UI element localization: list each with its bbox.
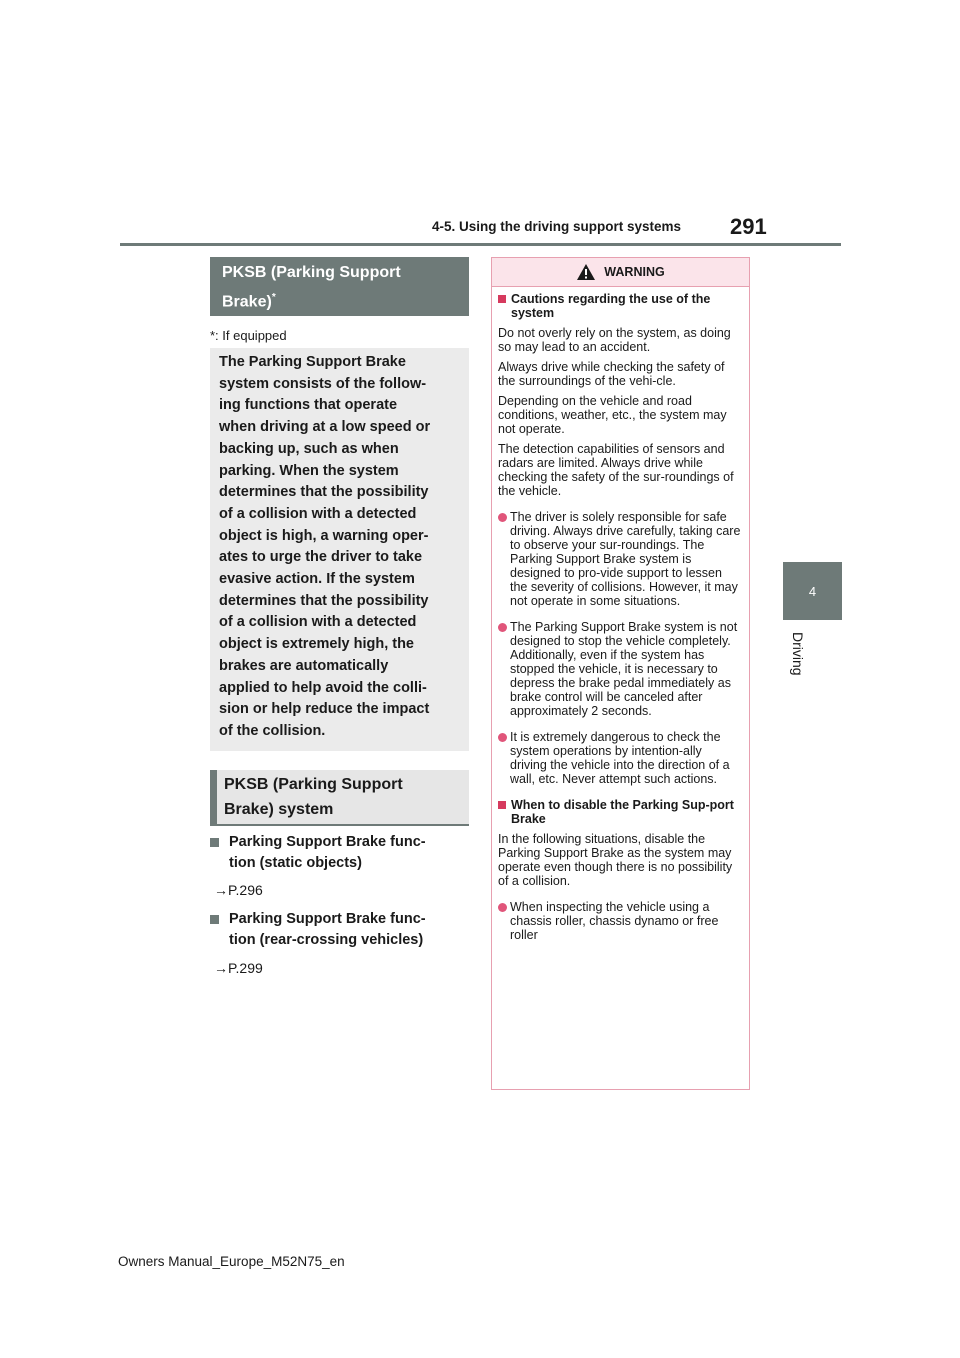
square-bullet-icon xyxy=(210,915,219,924)
circle-bullet-icon xyxy=(498,733,507,742)
warning-heading xyxy=(498,292,742,320)
footer-text: Owners Manual_Europe_M52N75_en xyxy=(118,1254,345,1269)
warning-heading-text: Cautions regarding the use of the system xyxy=(511,292,711,320)
summary-box xyxy=(210,348,469,751)
warning-header xyxy=(492,258,749,287)
page-number: 291 xyxy=(730,214,767,239)
warning-paragraph: Depending on the vehicle and road conditions, weather, etc., the system may not operate. xyxy=(498,394,727,436)
summary-line: object is extremely high, the xyxy=(219,636,414,653)
summary-line: applied to help avoid the colli- xyxy=(219,679,427,696)
summary-line: object is high, a warning oper- xyxy=(219,527,429,544)
system-title-line2: Brake) system xyxy=(224,801,334,818)
item-static-line1: Parking Support Brake func- xyxy=(229,834,426,850)
warning-bullet xyxy=(498,900,742,942)
warning-body xyxy=(492,287,749,942)
warning-paragraph: In the following situations, disable the Parking Support Brake as the system may operate even though there is no possibility of a collision. xyxy=(498,832,733,888)
square-bullet-icon xyxy=(498,801,506,809)
summary-line: The Parking Support Brake xyxy=(219,354,406,370)
system-title-line1: PKSB (Parking Support xyxy=(224,776,403,793)
warning-label: WARNING xyxy=(604,265,665,279)
warning-bullet-text: The driver is solely responsible for safe driving. Always drive carefully, taking care to observe your sur-roundings. The Parking Support Brake system is designed to pro-vide support to lessen the severity of collisions. However, it may not operate in some situations. xyxy=(510,510,741,608)
equipped-footnote: *: If equipped xyxy=(210,328,287,343)
square-bullet-icon xyxy=(210,838,219,847)
warning-paragraph: The detection capabilities of sensors and radars are limited. Always drive while checking the safety of the sur-roundings of the vehicle. xyxy=(498,442,734,498)
page-ref-link[interactable]: →P.296 xyxy=(214,882,263,898)
summary-line: sion or help reduce the impact xyxy=(219,701,430,718)
item-rear-line1: Parking Support Brake func- xyxy=(229,911,426,927)
summary-line: ates to urge the driver to take xyxy=(219,549,423,566)
chapter-label: Driving xyxy=(790,632,806,676)
item-static-objects xyxy=(210,832,426,874)
item-rear-crossing xyxy=(210,909,426,951)
pksb-title-text: Brake) xyxy=(222,293,272,311)
pksb-title-line2 xyxy=(222,285,457,314)
warning-bullet-text: When inspecting the vehicle using a chassis roller, chassis dynamo or free roller xyxy=(510,900,719,942)
warning-bullet-text: The Parking Support Brake system is not designed to stop the vehicle completely. Additionally, even if the system has stopped the vehicle, it is necessary to depress the brake pedal immediately as brake control will be canceled after approximately 2 seconds. xyxy=(510,620,738,718)
summary-line: evasive action. If the system xyxy=(219,571,415,588)
summary-line: when driving at a low speed or xyxy=(219,419,431,436)
summary-line: of the collision. xyxy=(219,722,326,739)
warning-paragraph: Always drive while checking the safety of the surroundings of the vehi-cle. xyxy=(498,360,725,388)
warning-bullet xyxy=(498,510,742,608)
chapter-tab[interactable]: 4 xyxy=(783,562,842,620)
item-static-line2: tion (static objects) xyxy=(229,855,362,871)
summary-line: system consists of the follow- xyxy=(219,375,427,392)
system-title-box xyxy=(210,770,469,826)
summary-line: parking. When the system xyxy=(219,462,399,479)
pksb-title-box xyxy=(210,257,469,316)
section-header: 4-5. Using the driving support systems xyxy=(432,219,682,234)
warning-heading xyxy=(498,798,742,826)
page-ref-link[interactable]: →P.299 xyxy=(214,960,263,976)
warning-paragraph: Do not overly rely on the system, as doing so may lead to an accident. xyxy=(498,326,731,354)
summary-line: ing functions that operate xyxy=(219,397,398,414)
warning-box xyxy=(491,257,750,1090)
summary-line: of a collision with a detected xyxy=(219,614,417,631)
square-bullet-icon xyxy=(498,295,506,303)
circle-bullet-icon xyxy=(498,903,507,912)
summary-line: of a collision with a detected xyxy=(219,505,417,522)
warning-heading-text: When to disable the Parking Sup-port Brake xyxy=(511,798,734,826)
circle-bullet-icon xyxy=(498,623,507,632)
summary-line: determines that the possibility xyxy=(219,592,429,609)
item-rear-line2: tion (rear-crossing vehicles) xyxy=(229,932,424,948)
summary-line: backing up, such as when xyxy=(219,440,399,457)
header-rule xyxy=(120,243,841,246)
warning-bullet xyxy=(498,620,742,718)
summary-line: determines that the possibility xyxy=(219,484,429,501)
equipped-mark: * xyxy=(271,292,276,303)
warning-bullet-text: It is extremely dangerous to check the system operations by intention-ally driving the vehicle into the direction of a wall, etc. Never attempt such actions. xyxy=(510,730,730,786)
warning-bullet xyxy=(498,730,742,786)
pksb-title-line1: PKSB (Parking Support xyxy=(222,264,401,281)
summary-line: brakes are automatically xyxy=(219,657,389,674)
warning-triangle-icon xyxy=(576,263,596,281)
circle-bullet-icon xyxy=(498,513,507,522)
